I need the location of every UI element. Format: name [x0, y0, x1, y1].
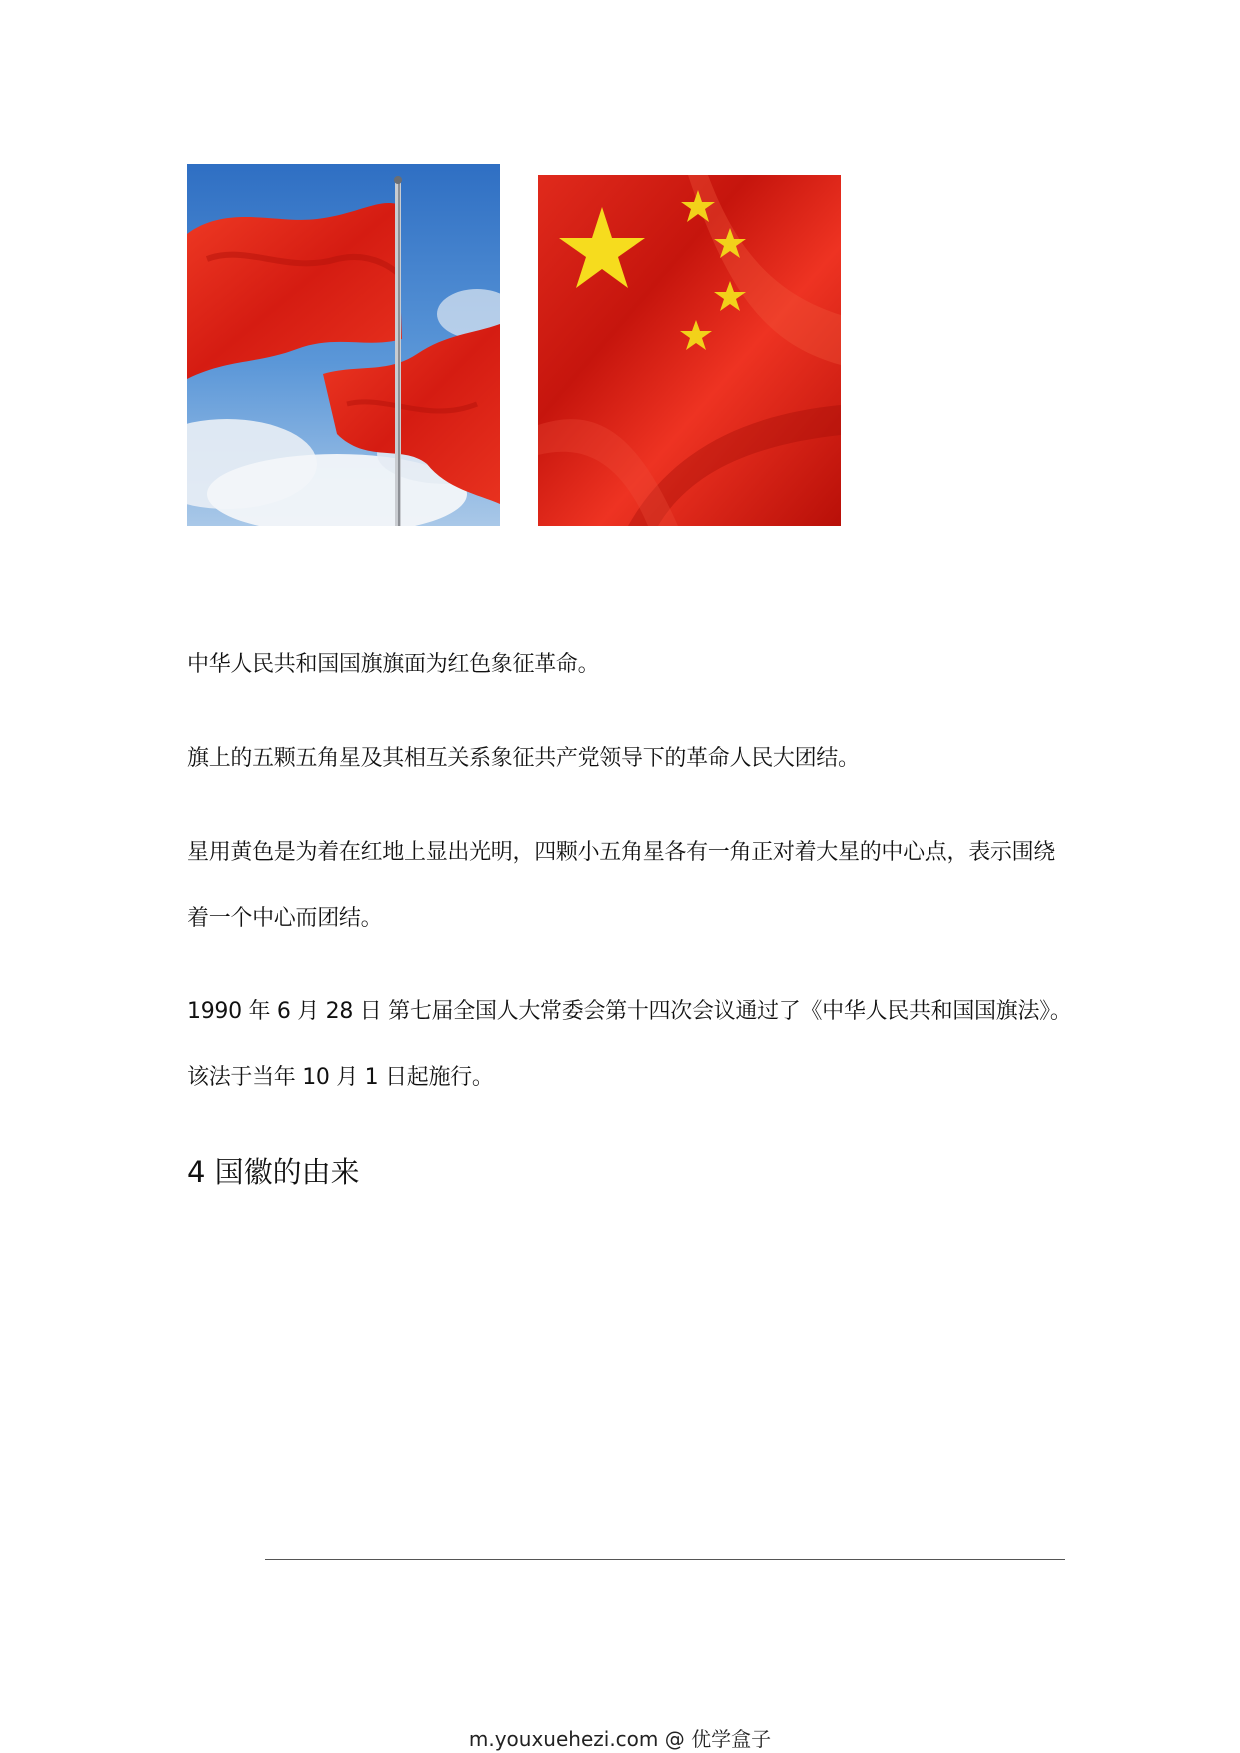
- paragraph-flag-red-meaning: 中华人民共和国国旗旗面为红色象征革命。: [187, 652, 600, 677]
- footer-source-text: m.youxuehezi.com @ 优学盒子: [468, 1727, 772, 1751]
- section-heading: 4 国徽的由来: [187, 1155, 360, 1189]
- paragraph-yellow-stars-line-1: 星用黄色是为着在红地上显出光明，四颗小五角星各有一角正对着大星的中心点，表示围绕: [187, 840, 1056, 865]
- paragraph-five-stars-meaning: 旗上的五颗五角星及其相互关系象征共产党领导下的革命人民大团结。: [187, 746, 860, 771]
- chinese-national-flag-closeup: [538, 175, 841, 526]
- waving-red-flags-photo: [187, 164, 500, 526]
- paragraph-flag-law-line-2: 该法于当年 10 月 1 日起施行。: [187, 1065, 494, 1090]
- flag-closeup-graphic: [538, 175, 841, 526]
- paragraph-yellow-stars-line-2: 着一个中心而团结。: [187, 906, 383, 931]
- footer-divider: [265, 1559, 1065, 1560]
- paragraph-flag-law-line-1: 1990 年 6 月 28 日 第七届全国人大常委会第十四次会议通过了《中华人民共和国国旗法》。: [187, 999, 1072, 1024]
- flags-photo-graphic: [187, 164, 500, 526]
